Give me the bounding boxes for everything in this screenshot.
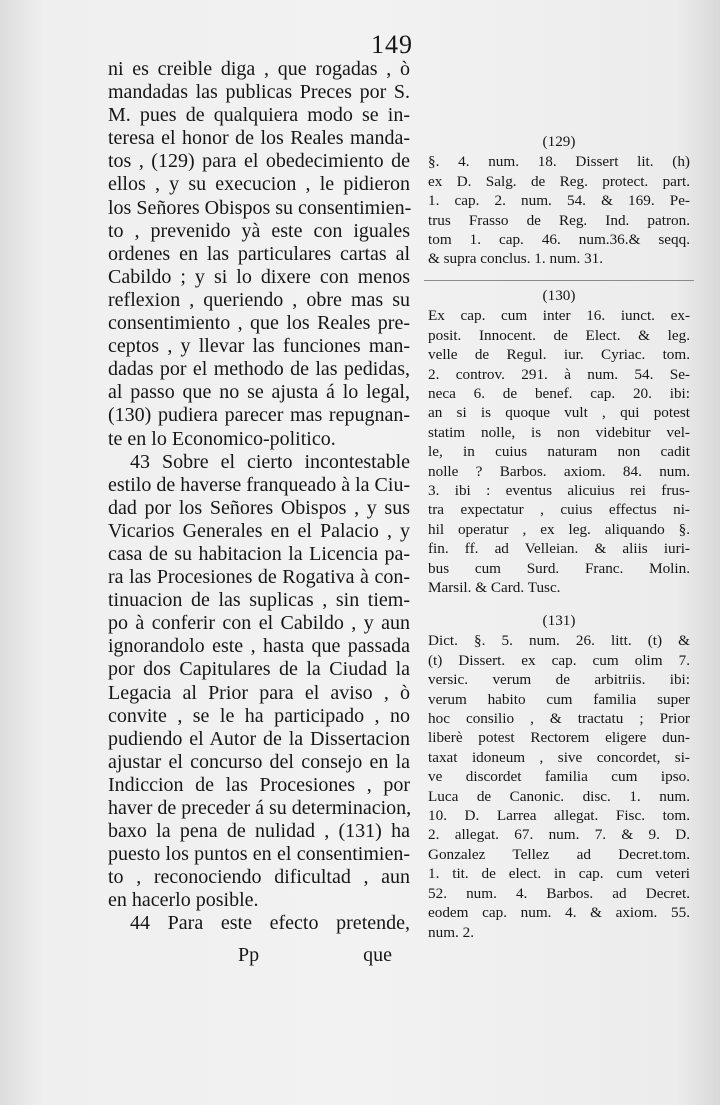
footnote-line: (t) Dissert. ex cap. cum olim 7. <box>428 651 690 669</box>
footnote-line: verum habito cum familia super <box>428 690 690 708</box>
footnote-line: liberè potest Rectorem eligere dun- <box>428 729 690 747</box>
footnote-line: hoc consilio , & tractatu ; Prior <box>428 710 690 728</box>
footnote-line: le, in cuius naturam non cadit <box>428 443 690 461</box>
text-line: M. pues de qualquiera modo se in- <box>108 104 410 127</box>
text-line: ignorandolo este , hasta que passada <box>108 635 410 658</box>
footnote-line: an si is quoque vult , qui potest <box>428 404 690 422</box>
footnote-marker: (131) <box>542 612 576 629</box>
text-line: reflexion , queriendo , obre mas su <box>108 288 410 311</box>
text-line: po à conferir con el Cabildo , y aun <box>108 612 410 635</box>
text-line: Indiccion de las Procesiones , por <box>108 773 410 796</box>
footnote-line: statim nolle, is non videbitur vel- <box>428 423 690 441</box>
text-line: por dos Capitulares de la Ciudad la <box>108 658 410 681</box>
footnote-129 <box>428 132 690 269</box>
text-line: haver de preceder á su determinacion, <box>108 797 412 819</box>
text-line: estilo de haverse franqueado à la Ciu- <box>108 473 411 496</box>
footnote-line: fin. ff. ad Velleian. & aliis iuri- <box>428 540 690 558</box>
footnote-131 <box>428 611 690 942</box>
footnote-line: & supra conclus. 1. num. 31. <box>428 250 604 268</box>
text-line: ordenes en las particulares cartas al <box>108 242 410 265</box>
footnote-marker: (129) <box>542 133 576 150</box>
footnote-line: trus Frasso de Reg. Ind. patron. <box>428 211 690 229</box>
footnote-line: velle de Regul. iur. Cyriac. tom. <box>428 346 690 364</box>
catchword: que <box>363 944 392 966</box>
signature-mark: Pp <box>238 944 260 966</box>
catchword-line <box>108 944 410 968</box>
text-line: tinuacion de las suplicas , sin tiem- <box>108 589 410 612</box>
text-line: teresa el honor de los Reales manda- <box>108 127 410 150</box>
footnote-line: eodem cap. num. 4. & axiom. 55. <box>428 904 690 922</box>
text-line: baxo la pena de nulidad , (131) ha <box>108 820 410 843</box>
footnote-line: ve discordet familia cum ipso. <box>428 768 690 786</box>
text-line: ajustar el concurso del consejo en la <box>108 750 410 773</box>
main-text-column <box>108 58 410 936</box>
paragraph-44-start: 44 Para este efecto pretende, <box>130 912 410 935</box>
footnote-line: 3. ibi : eventus alicuius rei frus- <box>428 482 690 500</box>
footnote-line: Dict. §. 5. num. 26. litt. (t) & <box>428 632 690 650</box>
text-line: los Señores Obispos su consentimien- <box>108 196 412 219</box>
text-line: tos , (129) para el obedecimiento de <box>108 150 410 173</box>
footnote-line: Marsil. & Card. Tusc. <box>428 579 561 597</box>
footnote-divider <box>424 280 694 281</box>
text-line: to , reconociendo dificultad , aun <box>108 866 410 889</box>
footnote-line: 2. allegat. 67. num. 7. & 9. D. <box>428 826 690 844</box>
text-line: ni es creible diga , que rogadas , ò <box>108 58 410 80</box>
text-line: te en lo Economico-politico. <box>108 427 336 450</box>
footnote-line: 52. num. 4. Barbos. ad Decret. <box>428 884 690 902</box>
text-line: Legacia al Prior para el aviso , ò <box>108 681 410 704</box>
text-line: Cabildo ; y si lo dixere con menos <box>108 265 410 288</box>
text-line: casa de su habitacion la Licencia pa- <box>108 542 410 565</box>
footnote-line: nolle ? Barbos. axiom. 84. num. <box>428 462 690 480</box>
footnote-line: num. 2. <box>428 923 474 941</box>
text-line: (130) pudiera parecer mas repugnan- <box>108 404 410 427</box>
footnote-line: hil operatur , ex leg. aliquando §. <box>428 520 690 538</box>
footnote-line: §. 4. num. 18. Dissert lit. (h) <box>428 153 690 171</box>
text-line: consentimiento , que los Reales pre- <box>108 312 410 335</box>
text-line: puesto los puntos en el consentimien- <box>108 843 410 866</box>
text-line: Vicarios Generales en el Palacio , y <box>108 519 410 542</box>
footnote-line: neca 6. de benef. cap. 20. ibi: <box>428 385 690 403</box>
page-number: 149 <box>371 30 413 59</box>
text-line: en hacerlo posible. <box>108 889 259 912</box>
text-line: ceptos , y llevar las funciones man- <box>108 335 410 358</box>
text-line: to , prevenido yà este con iguales <box>108 219 410 242</box>
text-line: dad por los Señores Obispos , y sus <box>108 496 410 519</box>
footnote-line: Luca de Canonic. disc. 1. num. <box>428 787 690 805</box>
footnote-line: posit. Innocent. de Elect. & leg. <box>428 326 690 344</box>
footnote-line: 2. controv. 291. à num. 54. Se- <box>428 365 690 383</box>
footnote-line: bus cum Surd. Franc. Molin. <box>428 559 690 577</box>
footnote-line: Gonzalez Tellez ad Decret.tom. <box>428 845 690 863</box>
footnote-line: taxat idoneum , sive concordet, si- <box>428 748 690 766</box>
footnote-line: 1. cap. 2. num. 54. & 169. Pe- <box>428 192 690 210</box>
footnote-line: tra expectatur , cuius effectus ni- <box>428 501 690 519</box>
text-line: ra las Procesiones de Rogativa à con- <box>108 566 410 589</box>
text-line: ellos , y su execucion , le pidieron <box>108 173 410 196</box>
text-line: dadas por el methodo de las pedidas, <box>108 358 410 381</box>
text-line: mandadas las publicas Preces por S. <box>108 81 410 104</box>
footnote-line: Ex cap. cum inter 16. iunct. ex- <box>428 307 690 325</box>
footnote-line: ex D. Salg. de Reg. protect. part. <box>428 172 690 190</box>
footnote-line: versic. verum de arbitriis. ibi: <box>428 671 690 689</box>
footnote-130 <box>428 286 690 598</box>
text-line: pudiendo el Autor de la Dissertacion <box>108 727 410 750</box>
text-line: al passo que no se ajusta á lo legal, <box>108 381 410 404</box>
footnote-line: 10. D. Larrea allegat. Fisc. tom. <box>428 807 690 825</box>
footnote-marker: (130) <box>542 287 576 304</box>
footnote-line: 1. tit. de elect. in cap. cum veteri <box>428 865 690 883</box>
footnote-line: tom 1. cap. 46. num.36.& seqq. <box>428 231 690 249</box>
text-line: convite , se le ha participado , no <box>108 704 410 727</box>
paragraph-43-start: 43 Sobre el cierto incontestable <box>130 450 410 473</box>
